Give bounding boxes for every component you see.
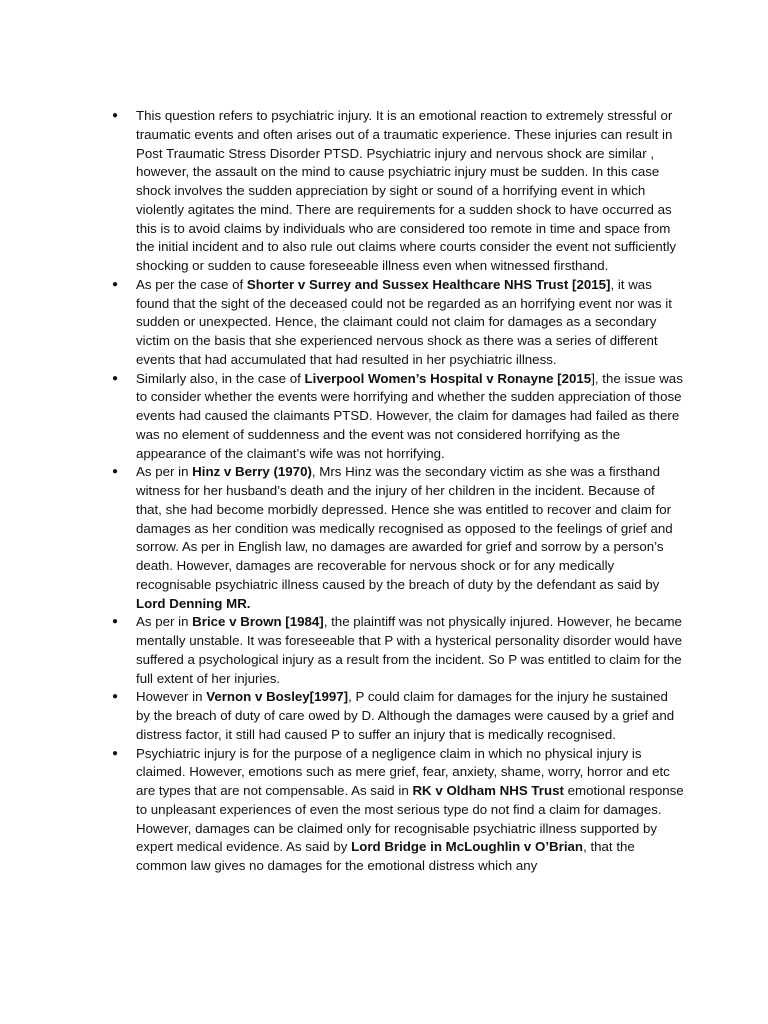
bullet-5-text-a: As per in [136,614,193,630]
bullet-1-text: This question refers to psychiatric injury. It is an emotional reaction to extremely stressful or traumatic events and often arises out of a traumatic experience. These injuries can result in Post Traumatic Stress Disorder PTSD. Psychiatric injury and nervous shock are similar , however, the assault on the mind to cause psychiatric injury must be sudden. In this case shock involves the sudden appreciation by sight or sound of a horrifying event in which violently agitates the mind. There are requirements for a sudden shock to have occurred as this is to avoid claims by individuals who are considered too remote in time and space from the initial incident and to also rule out claims where courts consider the event not sufficiently shocking or sudden to cause foreseeable illness even when witnessed firsthand. [136,108,677,273]
bullet-6-text-a: However in [136,689,207,705]
bullet-list [112,107,684,876]
bullet-2-text-a: As per the case of [136,276,247,292]
bullet-item-5 [112,613,684,688]
case-citation-mcloughlin: Lord Bridge in McLoughlin v O’Brian [351,839,584,855]
case-citation-brice: Brice v Brown [1984] [192,614,324,630]
bullet-item-6 [112,688,684,744]
case-citation-liverpool: Liverpool Women’s Hospital v Ronayne [2015 [304,370,592,386]
case-citation-shorter: Shorter v Surrey and Sussex Healthcare NHS Trust [2015] [246,276,611,292]
bullet-4-text-a: As per in [136,464,193,480]
case-citation-vernon: Vernon v Bosley[1997] [206,689,349,705]
bullet-2-text-b: , it was found that the sight of the deceased could not be regarded as an horrifying event nor was it sudden or unexpected. Hence, the claimant could not claim for damages as a secondary victim on the basis that she experienced nervous shock as there was a series of different events that had accumulated that had resulted in her psychiatric illness. [136,276,672,367]
bullet-item-4 [112,463,684,613]
bullet-6-text-b: , P could claim for damages for the injury he sustained by the breach of duty of care owed by D. Although the damages were caused by a grief and distress factor, it still had caused P to suffer an injury that is medically recognised. [136,689,675,742]
bullet-item-1 [112,107,684,276]
bullet-7-text-b: emotional response to unpleasant experiences of even the most serious type do not find a claim for damages. However, damages can be claimed only for recognisable psychiatric illness supported by expert medical evidence. As said by [136,783,684,855]
bullet-item-7 [112,745,684,876]
case-citation-hinz: Hinz v Berry (1970) [192,464,312,480]
bullet-item-2 [112,276,684,370]
bullet-item-3 [112,370,684,464]
bullet-7-text-c: , that the common law gives no damages for the emotional distress which any [136,839,635,873]
bullet-5-text-b: , the plaintiff was not physically injured. However, he became mentally unstable. It was foreseeable that P with a hysterical personality disorder would have suffered a psychological injury as a result from the incident. So P was entitled to claim for the full extent of her injuries. [136,614,682,686]
bullet-7-text-a: Psychiatric injury is for the purpose of a negligence claim in which no physical injury is claimed. However, emotions such as mere grief, fear, anxiety, shame, worry, horror and etc are types that are not compensable. As said in [136,745,670,798]
bullet-4-text-b: , Mrs Hinz was the secondary victim as she was a firsthand witness for her husband’s death and the injury of her children in the incident. Because of that, she had become morbidly depressed. Hence she was entitled to recover and claim for damages as her condition was medically recognised as opposed to the feelings of grief and sorrow. As per in English law, no damages are awarded for grief and sorrow by a person’s death. However, damages are recoverable for nervous shock or for any medically recognisable psychiatric illness caused by the breach of duty by the defendant as said by [136,464,673,592]
bullet-3-text-b: ], the issue was to consider whether the events were horrifying and whether the sudden appreciation of those events had caused the claimants PTSD. However, the claim for damages had failed as there was no element of suddenness and the event was not considered horrifying as the appearance of the claimant’s wife was not horrifying. [136,370,683,461]
document-body [112,107,684,876]
bullet-3-text-a: Similarly also, in the case of [136,370,305,386]
case-citation-rk-oldham: RK v Oldham NHS Trust [412,783,564,798]
judge-denning: Lord Denning MR. [136,595,251,611]
